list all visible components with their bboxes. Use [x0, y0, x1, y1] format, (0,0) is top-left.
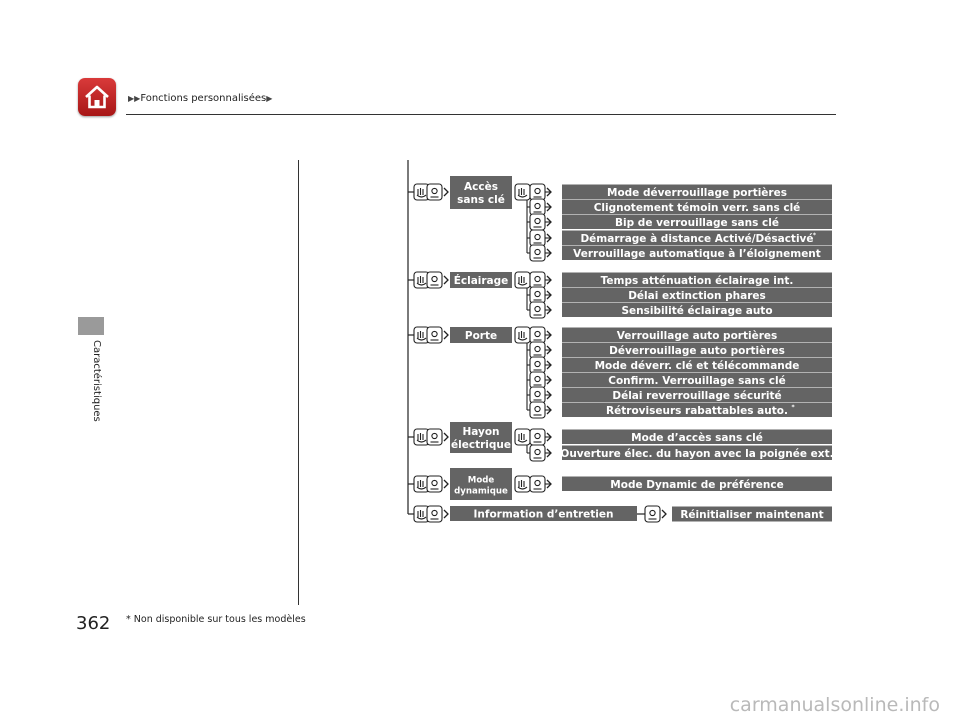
item-row: [527, 372, 551, 388]
footnote-star: *: [791, 404, 795, 411]
breadcrumb-arrow-icon: ▶▶: [128, 94, 141, 103]
category-label: Éclairage: [453, 275, 509, 287]
item-label: Confirm. Verrouillage sans clé: [608, 374, 786, 387]
section-label: Caractéristiques: [91, 340, 102, 422]
item-label: Bip de verrouillage sans clé: [615, 216, 779, 229]
item-label: Mode d’accès sans clé: [631, 431, 763, 444]
footnote: * Non disponible sur tous les modèles: [126, 614, 306, 625]
item-row: [545, 276, 551, 284]
item-label: Réinitialiser maintenant: [680, 509, 824, 521]
item-row: [527, 445, 551, 461]
item-label: Sensibilité éclairage auto: [621, 304, 773, 317]
item-row: [527, 342, 551, 358]
item-row: [527, 387, 551, 403]
breadcrumb-section[interactable]: Fonctions personnalisées: [140, 93, 267, 104]
watermark-text: carmanualsonline.info: [729, 694, 940, 716]
item-row: [527, 402, 551, 418]
entry-icon: [414, 429, 448, 445]
item-row: [545, 188, 551, 196]
category-label: Information d’entretien: [473, 508, 614, 521]
select-icon: [515, 476, 545, 492]
item-row: [527, 287, 551, 303]
entry-icon: [414, 327, 448, 343]
item-label: Démarrage à distance Activé/Désactivé: [580, 232, 814, 245]
item-row: [527, 214, 551, 230]
item-label: Délai reverrouillage sécurité: [612, 389, 782, 402]
item-row: [545, 480, 551, 488]
entry-icon: [414, 476, 448, 492]
item-label: Ouverture élec. du hayon avec la poignée ext.: [560, 447, 834, 460]
item-row: [527, 302, 551, 318]
item-row: [545, 331, 551, 339]
item-row: [545, 433, 551, 441]
item-icon: [637, 506, 666, 522]
entry-icon: [414, 272, 448, 288]
entry-icon: [414, 184, 448, 200]
item-label: Mode déverr. clé et télécommande: [594, 359, 800, 372]
category-label: sans clé: [457, 194, 505, 206]
item-label: Déverrouillage auto portières: [609, 344, 785, 357]
item-label: Mode déverrouillage portières: [607, 186, 787, 199]
entry-icon: [414, 506, 448, 522]
item-label: Verrouillage auto portières: [616, 329, 778, 342]
item-label: Verrouillage automatique à l’éloignement: [573, 247, 821, 260]
item-row: [527, 230, 551, 246]
item-label: Délai extinction phares: [628, 289, 766, 302]
footnote-star: *: [812, 232, 816, 239]
item-row: [527, 199, 551, 215]
page-number: 362: [76, 613, 111, 634]
item-label: Temps atténuation éclairage int.: [600, 274, 794, 287]
category-label: Hayon: [462, 426, 500, 438]
item-label: Rétroviseurs rabattables auto.: [606, 404, 788, 417]
category-label: électrique: [451, 439, 511, 451]
item-row: [527, 357, 551, 373]
category-label: Porte: [464, 330, 498, 342]
item-row: [527, 245, 551, 261]
category-label: Mode: [467, 475, 495, 486]
item-label: Mode Dynamic de préférence: [610, 478, 784, 491]
category-label: dynamique: [454, 486, 508, 497]
category-label: Accès: [464, 181, 498, 193]
item-label: Clignotement témoin verr. sans clé: [593, 201, 801, 214]
breadcrumb-arrow-icon: ▶: [266, 94, 273, 103]
